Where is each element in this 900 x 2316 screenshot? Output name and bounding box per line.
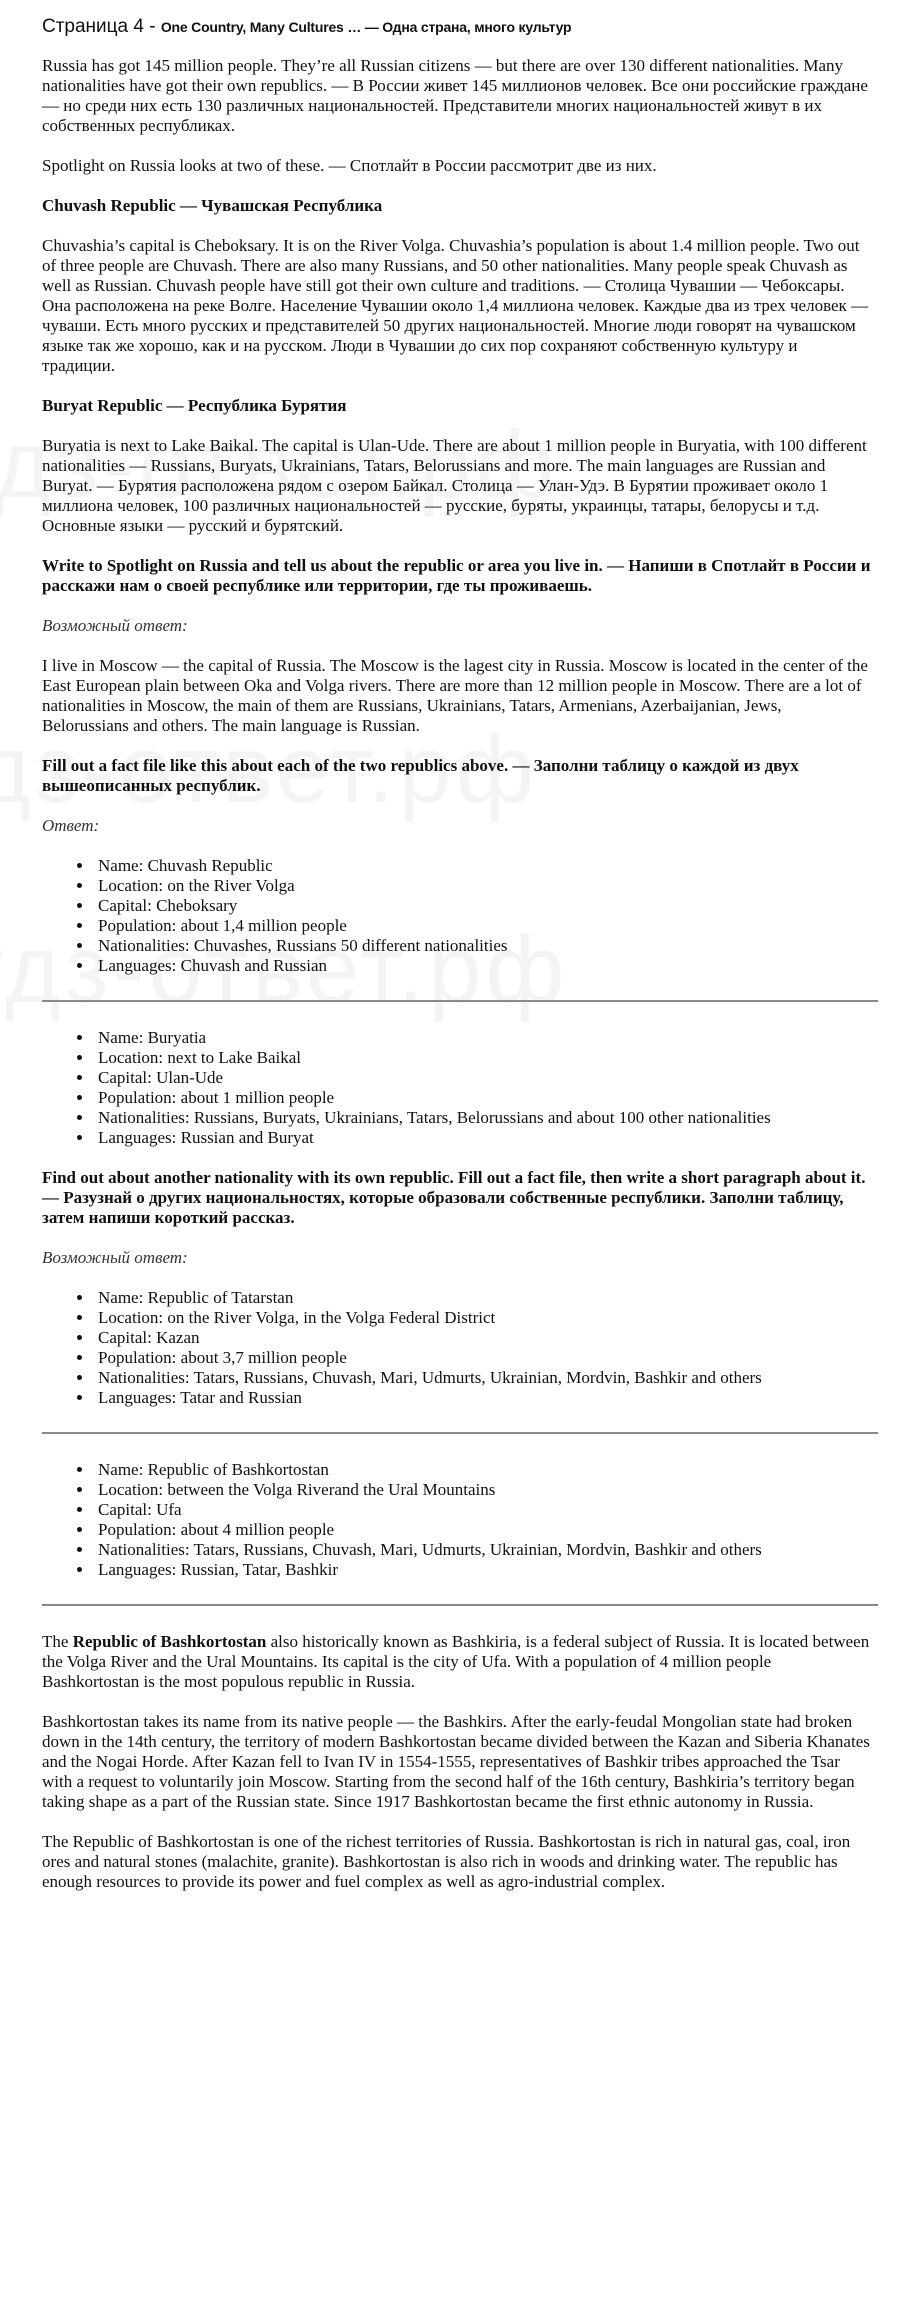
list-item: • Nationalities: Russians, Buryats, Ukrainians, Tatars, Belorussians and about 100 other nationalities [94, 1108, 872, 1128]
list-item: • Location: between the Volga Riverand the Ural Mountains [94, 1480, 872, 1500]
list-item: • Nationalities: Tatars, Russians, Chuvash, Mari, Udmurts, Ukrainian, Mordvin, Bashkir and others [94, 1540, 872, 1560]
essay-paragraph: The Republic of Bashkortostan is one of the richest territories of Russia. Bashkortostan is rich in natural gas, coal, iron ores and natural stones (malachite, granite). Bashkortostan is also rich in woods and drinking water. The republic has enough resources to provide its power and fuel complex as well as agro-industrial complex. [42, 1832, 851, 1891]
page-title: One Country, Many Cultures … — Одна страна, много культур [160, 19, 572, 35]
fact-file-chuvash [42, 856, 872, 976]
buryat-paragraph: Buryatia is next to Lake Baikal. The capital is Ulan-Ude. There are about 1 million people in Buryatia, with 100 different nationalities — Russians, Buryats, Ukrainians, Tatars, Belorussians and more. The main languages are Russian and Buryat. — Бурятия расположена рядом с озером Байкал. Столица — Улан-Удэ. В Бурятии проживает около 1 миллиона человек, 100 различных национальностей — русские, буряты, украинцы, татары, белорусы и т.д. Основные языки — русский и бурятский. [42, 436, 867, 535]
list-item: • Name: Chuvash Republic [94, 856, 872, 876]
list-item: • Languages: Tatar and Russian [94, 1388, 872, 1408]
list-item: • Capital: Cheboksary [94, 896, 872, 916]
task-heading-fact-file: Fill out a fact file like this about each of the two republics above. — Заполни таблицу о каждой из двух вышеописанных республик. [42, 756, 799, 795]
fact-file-tatarstan [42, 1288, 872, 1408]
intro-paragraph: Spotlight on Russia looks at two of these. — Спотлайт в России рассмотрит две из них. [42, 156, 657, 175]
answer-paragraph-moscow: I live in Moscow — the capital of Russia. The Moscow is the lagest city in Russia. Moscow is located in the center of the East European plain between Oka and Volga rivers. There are more than 12 million people in Moscow. There are a lot of nationalities in Moscow, the main of them are Russians, Ukrainians, Tatars, Armenians, Azerbaijanian, Jews, Belorussians and others. The main language is Russian. [42, 656, 868, 735]
list-item: • Population: about 3,7 million people [94, 1348, 872, 1368]
page-header [42, 14, 872, 40]
list-item: • Capital: Kazan [94, 1328, 872, 1348]
list-item: • Name: Republic of Tatarstan [94, 1288, 872, 1308]
section-heading-buryat: Buryat Republic — Республика Бурятия [42, 396, 347, 415]
list-item: • Population: about 1 million people [94, 1088, 872, 1108]
answer-label: Возможный ответ: [42, 1248, 188, 1267]
list-item: • Capital: Ulan-Ude [94, 1068, 872, 1088]
task-heading-write: Write to Spotlight on Russia and tell us about the republic or area you live in. — Напиши в Спотлайт в России и расскажи нам о своей республике или территории, где ты проживаешь. [42, 556, 871, 595]
list-item: • Name: Republic of Bashkortostan [94, 1460, 872, 1480]
chuvash-paragraph: Chuvashia’s capital is Cheboksary. It is on the River Volga. Chuvashia’s population is about 1.4 million people. Two out of three people are Chuvash. There are also many Russians, and 50 other nationalities. Many people speak Chuvash as well as Russian. Chuvash people have still got their own culture and traditions. — Столица Чувашии — Чебоксары. Она расположена на реке Волге. Население Чувашии около 1,4 миллиона человек. Каждые два из трех человек — чуваши. Есть много русских и представителей 50 других национальностей. Многие люди говорят на чувашском языке так же хорошо, как и на русском. Люди в Чувашии до сих пор сохраняют собственную культуру и традиции. [42, 236, 869, 375]
intro-paragraph: Russia has got 145 million people. They’re all Russian citizens — but there are over 130 different nationalities. Many nationalities have got their own republics. — В России живет 145 миллионов человек. Все они российские граждане — но среди них есть 130 различных национальностей. Представители многих национальностей живут в их собственных республиках. [42, 56, 868, 135]
essay-paragraph [42, 1632, 872, 1692]
task-heading-find-out: Find out about another nationality with its own republic. Fill out a fact file, then write a short paragraph about it. — Разузнай о других национальностях, которые образовали собственные республики. Заполни таблицу, затем напиши короткий рассказ. [42, 1168, 866, 1227]
fact-file-buryatia [42, 1028, 872, 1148]
document-page [42, 14, 872, 1912]
divider [42, 1432, 878, 1434]
list-item: • Location: on the River Volga, in the Volga Federal District [94, 1308, 872, 1328]
list-item: • Languages: Chuvash and Russian [94, 956, 872, 976]
list-item: • Languages: Russian and Buryat [94, 1128, 872, 1148]
list-item: • Population: about 1,4 million people [94, 916, 872, 936]
essay-bold-name: Republic of Bashkortostan [72, 1632, 267, 1651]
section-heading-chuvash: Chuvash Republic — Чувашская Республика [42, 196, 383, 215]
list-item: • Nationalities: Tatars, Russians, Chuvash, Mari, Udmurts, Ukrainian, Mordvin, Bashkir and others [94, 1368, 872, 1388]
divider [42, 1000, 878, 1002]
list-item: • Population: about 4 million people [94, 1520, 872, 1540]
list-item: • Nationalities: Chuvashes, Russians 50 different nationalities [94, 936, 872, 956]
list-item: • Capital: Ufa [94, 1500, 872, 1520]
answer-label: Ответ: [42, 816, 100, 835]
essay-text: also historically known as Bashkiria, is a federal subject of Russia. It is located between the Volga River and the Ural Mountains. Its capital is the city of Ufa. With a population of 4 million people Bashkortostan is the most populous republic in Russia. [42, 1632, 870, 1691]
page-number-label: Страница 4 - [42, 16, 161, 37]
fact-file-bashkortostan [42, 1460, 872, 1580]
list-item: • Name: Buryatia [94, 1028, 872, 1048]
list-item: • Location: on the River Volga [94, 876, 872, 896]
essay-paragraph: Bashkortostan takes its name from its native people — the Bashkirs. After the early-feudal Mongolian state had broken down in the 14th century, the territory of modern Bashkortostan became divided between the Kazan and Siberia Khanates and the Nogai Horde. After Kazan fell to Ivan IV in 1554-1555, representatives of Bashkir tribes approached the Tsar with a request to voluntarily join Moscow. Starting from the second half of the 16th century, Bashkiria’s territory began taking shape as a part of the Russian state. Since 1917 Bashkortostan became the first ethnic autonomy in Russia. [42, 1712, 870, 1811]
answer-label: Возможный ответ: [42, 616, 188, 635]
list-item: • Languages: Russian, Tatar, Bashkir [94, 1560, 872, 1580]
essay-text: The [42, 1632, 73, 1651]
divider [42, 1604, 878, 1606]
list-item: • Location: next to Lake Baikal [94, 1048, 872, 1068]
